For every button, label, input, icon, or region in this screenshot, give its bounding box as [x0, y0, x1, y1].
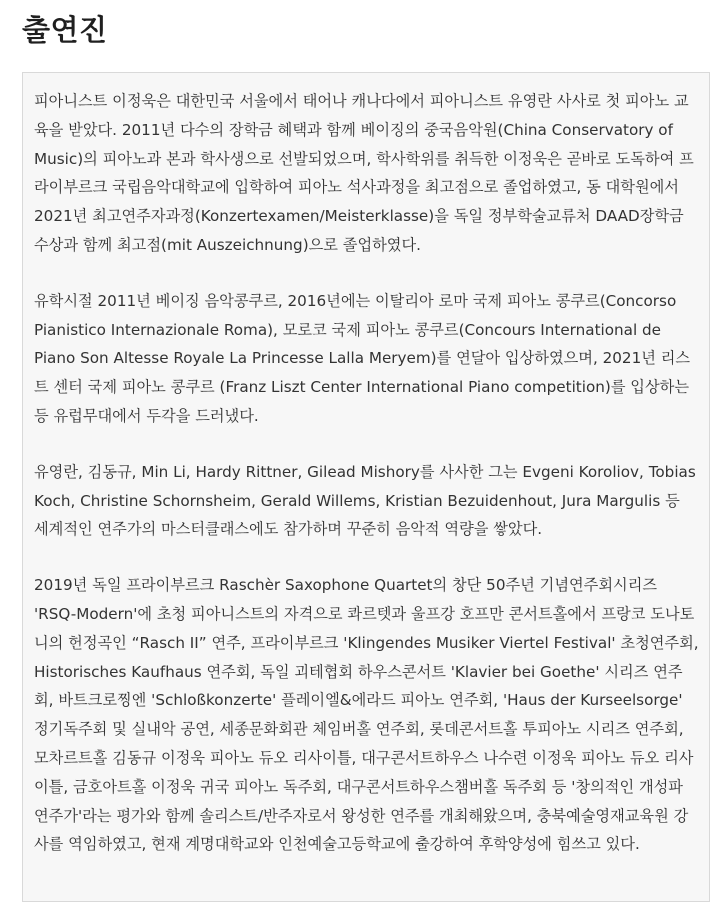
bio-paragraph-education: 피아니스트 이정욱은 대한민국 서울에서 태어나 캐나다에서 피아니스트 유영란 사사로 첫 피아노 교육을 받았다. 2011년 다수의 장학금 혜택과 함께 베이징의 중국음악원(China Conservatory of Music)의 피아노과 본과 학사생으로 선발되었으며, 학사학위를 취득한 이정욱은 곧바로 도독하여 프라이부르크 국립음악대학교에 입학하여 피아노 석사과정을 최고점으로 졸업하였고, 동 대학원에서 2021년 최고연주자과정(Konzertexamen/Meisterklasse)을 독일 정부학술교류처 DAAD장학금 수상과 함께 최고점(mit Auszeichnung)으로 졸업하였다. [34, 92, 694, 254]
bio-paragraph-competitions: 유학시절 2011년 베이징 음악콩쿠르, 2016년에는 이탈리아 로마 국제 피아노 콩쿠르(Concorso Pianistico Internazionale Roma), 모로코 국제 피아노 콩쿠르(Concours International de Piano Son Altesse Royale La Princesse Lalla Meryem)를 연달아 입상하였으며, 2021년 리스트 센터 국제 피아노 콩쿠르 (Franz Liszt Center International Piano competition)를 입상하는 등 유럽무대에서 두각을 드러냈다. [34, 291, 691, 425]
bio-paragraph-teachers: 유영란, 김동규, Min Li, Hardy Rittner, Gilead Mishory를 사사한 그는 Evgeni Koroliov, Tobias Koch, Christine Schornsheim, Gerald Willems, Kristian Bezuidenhout, Jura Margulis 등 세계적인 연주가의 마스터클래스에도 참가하며 꾸준히 음악적 역량을 쌓았다. [34, 462, 696, 539]
bio-box [22, 72, 710, 902]
bio-paragraph-performances: 2019년 독일 프라이부르크 Raschèr Saxophone Quartet의 창단 50주년 기념연주회시리즈 'RSQ-Modern'에 초청 피아니스트의 자격으로 콰르텟과 울프강 호프만 콘서트홀에서 프랑코 도나토니의 헌정곡인 “Rasch II” 연주, 프라이부르크 'Klingendes Musiker Viertel Festival' 초청연주회, Historisches Kaufhaus 연주회, 독일 괴테협회 하우스콘서트 'Klavier bei Goethe' 시리즈 연주회, 바트크로찡엔 'Schloßkonzerte' 플레이엘&에라드 피아노 연주회, 'Haus der Kurseelsorge' 정기독주회 및 실내악 공연, 세종문화회관 체임버홀 연주회, 롯데콘서트홀 투피아노 시리즈 연주회, 모차르트홀 김동규 이정욱 피아노 듀오 리사이틀, 대구콘서트하우스 나수련 이정욱 피아노 듀오 리사이틀, 금호아트홀 이정욱 귀국 피아노 독주회, 대구콘서트하우스챔버홀 독주회 등 '창의적인 개성파 연주가'라는 평가와 함께 솔리스트/반주자로서 왕성한 연주를 개최해왔으며, 충북예술영재교육원 강사를 역임하였고, 현재 계명대학교와 인천예술고등학교에 출강하여 후학양성에 힘쓰고 있다. [34, 576, 699, 854]
page-title: 출연진 [22, 13, 108, 47]
